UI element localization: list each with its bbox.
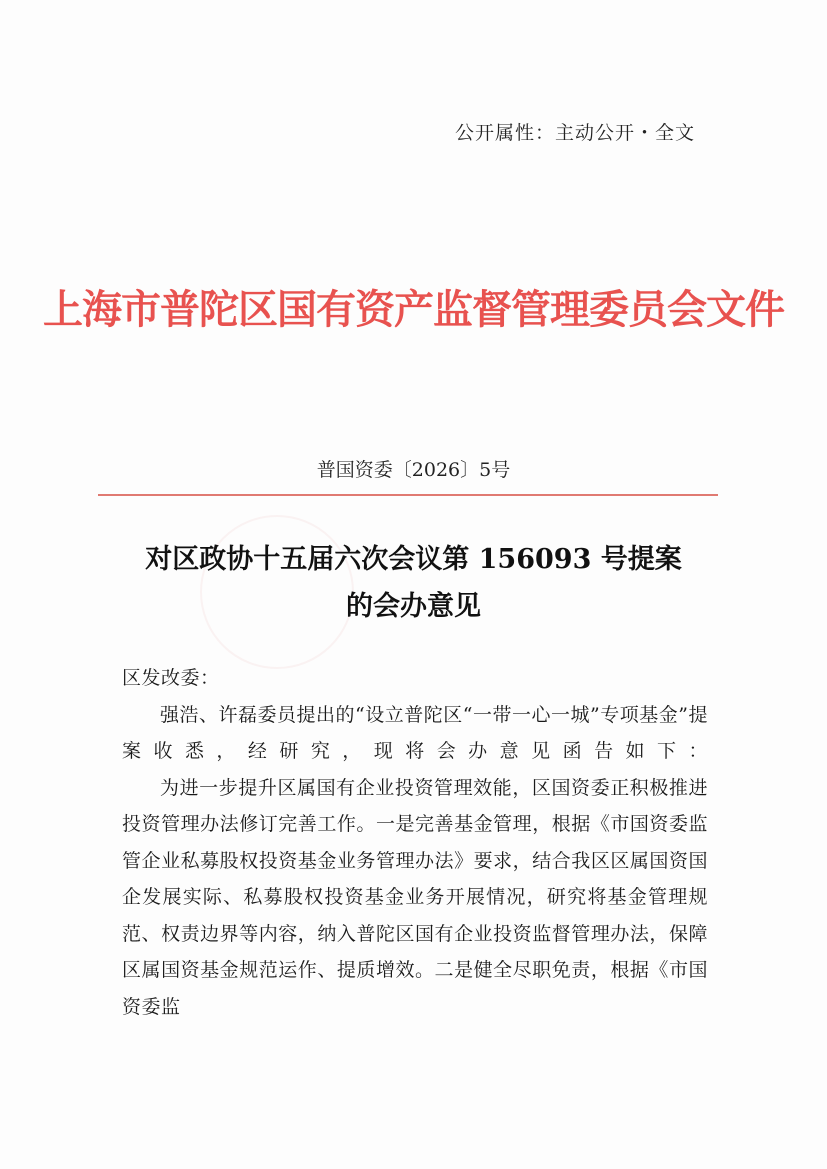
issuer-header-title: 上海市普陀区国有资产监督管理委员会文件 xyxy=(43,287,784,333)
body-paragraph-1: 强浩、许磊委员提出的“设立普陀区“一带一心一城”专项基金”提案收悉，经研究，现将会办意见函告如下： xyxy=(122,703,708,762)
document-title-line-1: 对区政协十五届六次会议第 156093 号提案 xyxy=(145,544,682,575)
red-divider-rule xyxy=(98,494,718,496)
salutation: 区发改委： xyxy=(122,667,220,689)
document-title-line-2: 的会办意见 xyxy=(346,591,481,622)
body-paragraph-2: 为进一步提升区属国有企业投资管理效能，区国资委正积极推进投资管理办法修订完善工作。一是完善基金管理，根据《市国资委监管企业私募股权投资基金业务管理办法》要求，结合我区区属国资国企发展实际、私募股权投资基金业务开展情况，研究将基金管理规范、权责边界等内容，纳入普陀区国有企业投资监督管理办法，保障区属国资基金规范运作、提质增效。二是健全尽职免责，根据《市国资委监 xyxy=(122,776,708,1018)
document-number: 普国资委〔2026〕5号 xyxy=(316,459,511,481)
document-body xyxy=(122,660,708,1025)
disclosure-attribute: 公开属性：主动公开・全文 xyxy=(454,122,695,144)
document-title xyxy=(0,536,827,630)
